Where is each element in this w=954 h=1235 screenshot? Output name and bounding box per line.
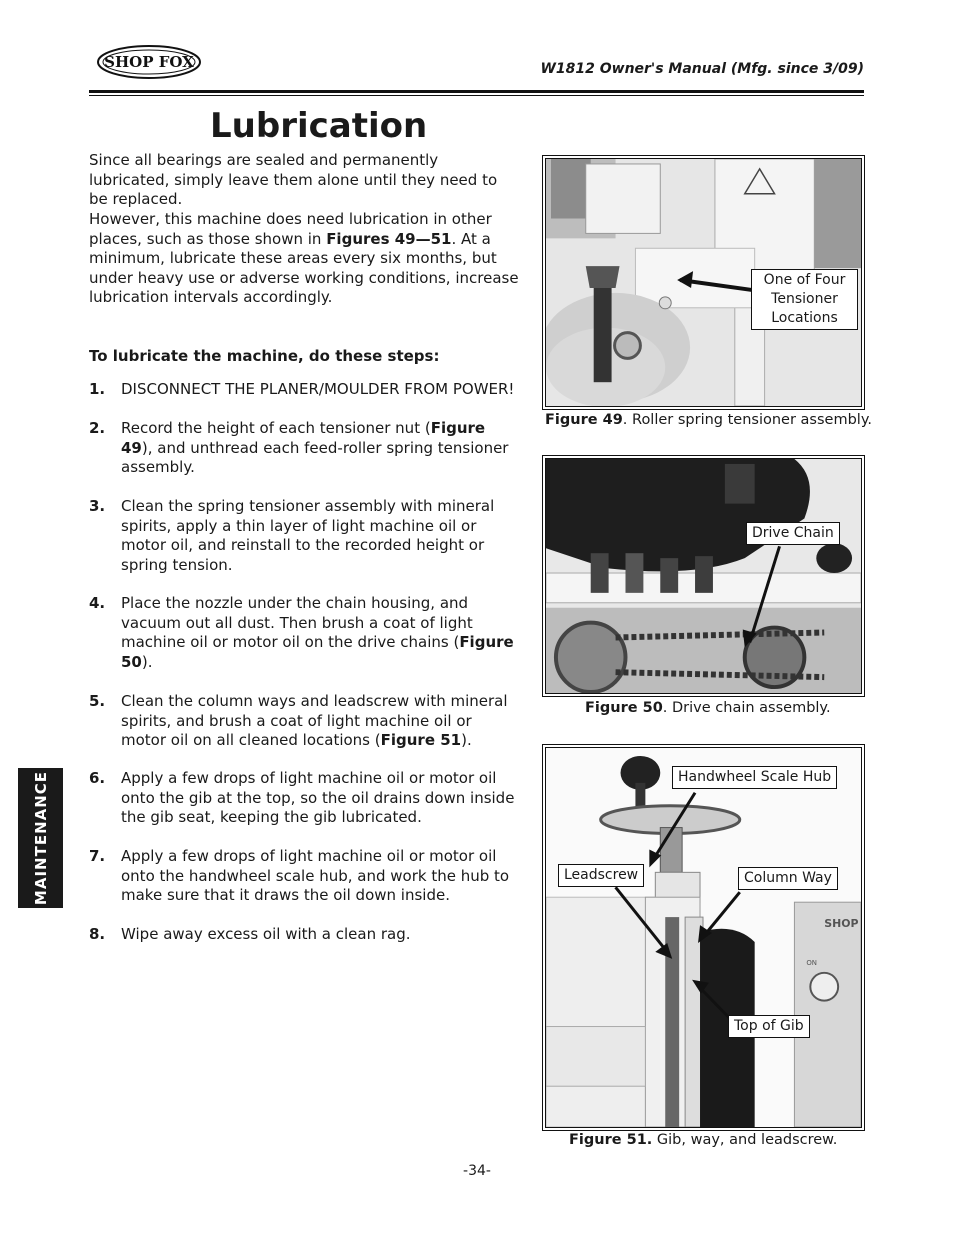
callout-leadscrew: Leadscrew [558,864,644,887]
panel-brand-text: SHOP [824,917,859,931]
shop-fox-logo [97,45,201,79]
panel-on-label: ON [806,958,817,967]
manual-title: W1812 Owner's Manual (Mfg. since 3/09) [540,61,864,77]
callout-handwheel-scale-hub: Handwheel Scale Hub [672,766,837,789]
page-number: -34- [463,1163,491,1179]
callout-column-way: Column Way [738,867,838,890]
step-6: 6. Apply a few drops of light machine oil or motor oil onto the gib at the top, so the oil drains down inside the gib seat, keeping the gib lubricated. [89,769,515,826]
header-rule [89,90,864,93]
figure-50-caption: Figure 50. Drive chain assembly. [585,700,831,716]
section-side-tab: MAINTENANCE [18,768,63,908]
step-1: 1. DISCONNECT THE PLANER/MOULDER FROM POWER! [89,380,515,398]
figure-51-caption: Figure 51. Gib, way, and leadscrew. [569,1132,838,1148]
figure-51 [542,744,865,1131]
figure-50-illustration [546,459,861,693]
figure-50-photo [545,458,862,694]
figure-50 [542,455,865,697]
figure-51-photo [545,747,862,1128]
figure-49 [542,155,865,410]
header-rule-thin [89,95,864,96]
steps-heading: To lubricate the machine, do these steps: [89,347,440,365]
intro-paragraph-1: Since all bearings are sealed and permanently lubricated, simply leave them alone until they need to be replaced. [89,151,498,208]
page-title: Lubrication [210,106,428,146]
step-4: 4. Place the nozzle under the chain housing, and vacuum out all dust. Then brush a coat of light machine oil or motor oil on the drive chains (Figure 50). [89,594,514,671]
step-3: 3. Clean the spring tensioner assembly with mineral spirits, apply a thin layer of light machine oil or motor oil, and reinstall to the recorded height or spring tension. [89,497,495,574]
callout-top-of-gib: Top of Gib [728,1015,810,1038]
callout-drive-chain: Drive Chain [746,522,840,545]
intro-paragraph-2: However, this machine does need lubrication in other places, such as those shown in Figures 49—51. At a minimum, lubricate these areas every six months, but under heavy use or adverse working conditions, increase lubrication intervals accordingly. [89,210,519,306]
callout-tensioner-locations: One of Four Tensioner Locations [751,269,858,330]
step-8: 8. Wipe away excess oil with a clean rag. [89,925,411,943]
step-5: 5. Clean the column ways and leadscrew with mineral spirits, and brush a coat of light machine oil or motor oil on all cleaned locations (Figure 51). [89,692,508,749]
step-2: 2. Record the height of each tensioner nut (Figure 49), and unthread each feed-roller spring tensioner assembly. [89,419,509,476]
step-7: 7. Apply a few drops of light machine oil or motor oil onto the handwheel scale hub, and work the hub to make sure that it draws the oil down inside. [89,847,510,904]
logo-text: SHOP FOX [104,53,194,71]
figure-49-photo [545,158,862,407]
figure-49-caption: Figure 49. Roller spring tensioner assembly. [545,412,872,428]
figure-51-illustration [546,748,861,1127]
